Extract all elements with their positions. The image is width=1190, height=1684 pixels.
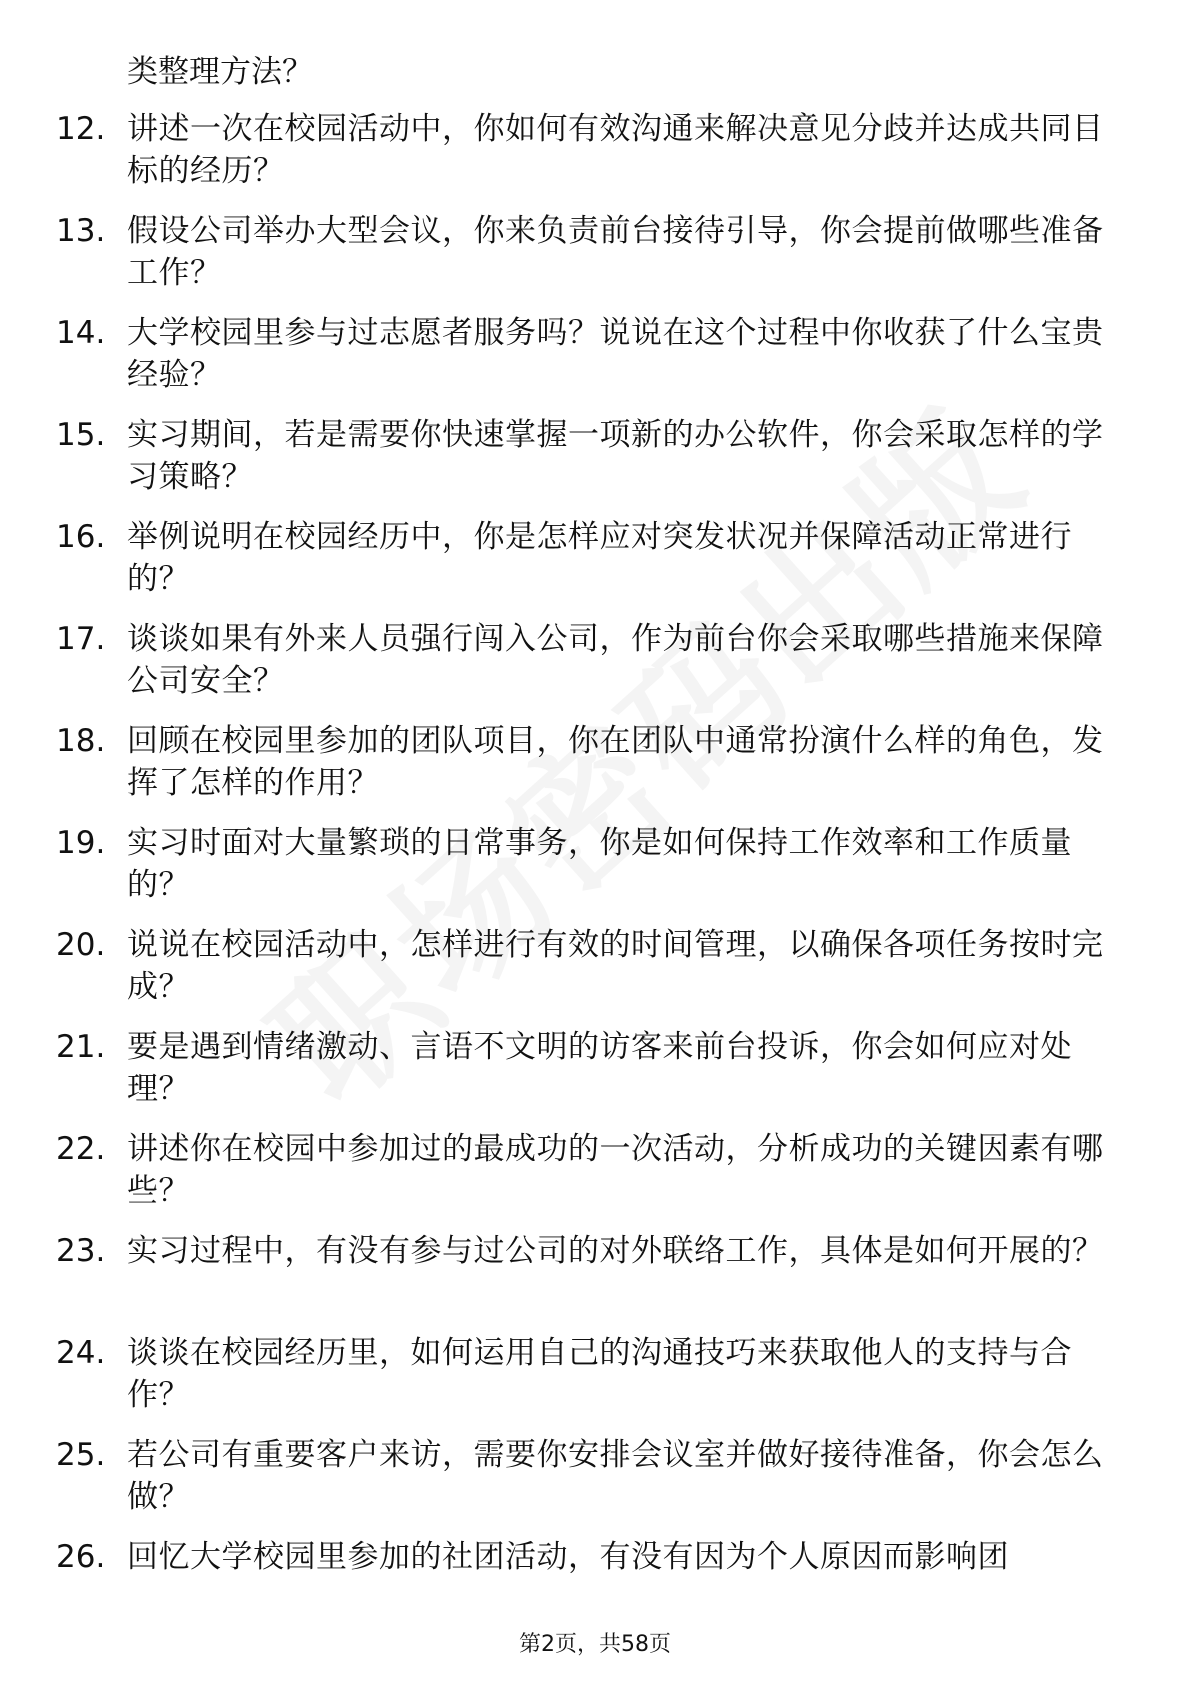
list-item bbox=[0, 1026, 1190, 1116]
question-number: 23. bbox=[56, 1233, 106, 1269]
question-text: 谈谈如果有外来人员强行闯入公司，作为前台你会采取哪些措施来保障公司安全？ bbox=[127, 621, 1104, 699]
question-number: 25. bbox=[56, 1437, 106, 1473]
question-number: 15. bbox=[56, 417, 106, 453]
question-number: 21. bbox=[56, 1029, 106, 1065]
question-text: 讲述一次在校园活动中，你如何有效沟通来解决意见分歧并达成共同目标的经历？ bbox=[127, 111, 1104, 189]
question-text: 举例说明在校园经历中，你是怎样应对突发状况并保障活动正常进行的？ bbox=[127, 519, 1072, 597]
question-list bbox=[0, 108, 1190, 1638]
question-number: 19. bbox=[56, 825, 106, 861]
list-item bbox=[0, 1332, 1190, 1422]
question-number: 24. bbox=[56, 1335, 106, 1371]
list-item bbox=[0, 1230, 1190, 1320]
question-text: 实习过程中，有没有参与过公司的对外联络工作，具体是如何开展的？ bbox=[127, 1233, 1104, 1269]
question-text: 假设公司举办大型会议，你来负责前台接待引导，你会提前做哪些准备工作？ bbox=[127, 213, 1104, 291]
question-text: 讲述你在校园中参加过的最成功的一次活动，分析成功的关键因素有哪些？ bbox=[127, 1131, 1104, 1209]
list-item bbox=[0, 618, 1190, 708]
question-number: 26. bbox=[56, 1539, 106, 1575]
question-number: 13. bbox=[56, 213, 106, 249]
question-text: 实习期间，若是需要你快速掌握一项新的办公软件，你会采取怎样的学习策略？ bbox=[127, 417, 1104, 495]
question-text: 说说在校园活动中，怎样进行有效的时间管理，以确保各项任务按时完成？ bbox=[127, 927, 1104, 1005]
question-text: 回忆大学校园里参加的社团活动，有没有因为个人原因而影响团 bbox=[127, 1539, 1009, 1575]
question-number: 22. bbox=[56, 1131, 106, 1167]
list-item bbox=[0, 1536, 1190, 1626]
question-number: 18. bbox=[56, 723, 106, 759]
list-item bbox=[0, 1434, 1190, 1524]
question-text: 要是遇到情绪激动、言语不文明的访客来前台投诉，你会如何应对处理？ bbox=[127, 1029, 1072, 1107]
list-item bbox=[0, 414, 1190, 504]
list-item bbox=[0, 924, 1190, 1014]
question-number: 17. bbox=[56, 621, 106, 657]
list-item bbox=[0, 1128, 1190, 1218]
list-item bbox=[0, 516, 1190, 606]
list-item bbox=[0, 210, 1190, 300]
page-footer: 第2页，共58页 bbox=[519, 1632, 671, 1657]
question-text: 实习时面对大量繁琐的日常事务，你是如何保持工作效率和工作质量的？ bbox=[127, 825, 1072, 903]
list-item bbox=[0, 822, 1190, 912]
question-number: 14. bbox=[56, 315, 106, 351]
question-text: 谈谈在校园经历里，如何运用自己的沟通技巧来获取他人的支持与合作？ bbox=[127, 1335, 1072, 1413]
question-text: 回顾在校园里参加的团队项目，你在团队中通常扮演什么样的角色，发挥了怎样的作用？ bbox=[127, 723, 1104, 801]
question-number: 16. bbox=[56, 519, 106, 555]
question-number: 20. bbox=[56, 927, 106, 963]
question-number: 12. bbox=[56, 111, 106, 147]
list-item bbox=[0, 312, 1190, 402]
question-text: 若公司有重要客户来访，需要你安排会议室并做好接待准备，你会怎么做？ bbox=[127, 1437, 1104, 1515]
list-item bbox=[0, 108, 1190, 198]
question-text: 大学校园里参与过志愿者服务吗？说说在这个过程中你收获了什么宝贵经验？ bbox=[127, 315, 1104, 393]
continuation-text: 类整理方法？ bbox=[127, 54, 313, 90]
list-item bbox=[0, 720, 1190, 810]
